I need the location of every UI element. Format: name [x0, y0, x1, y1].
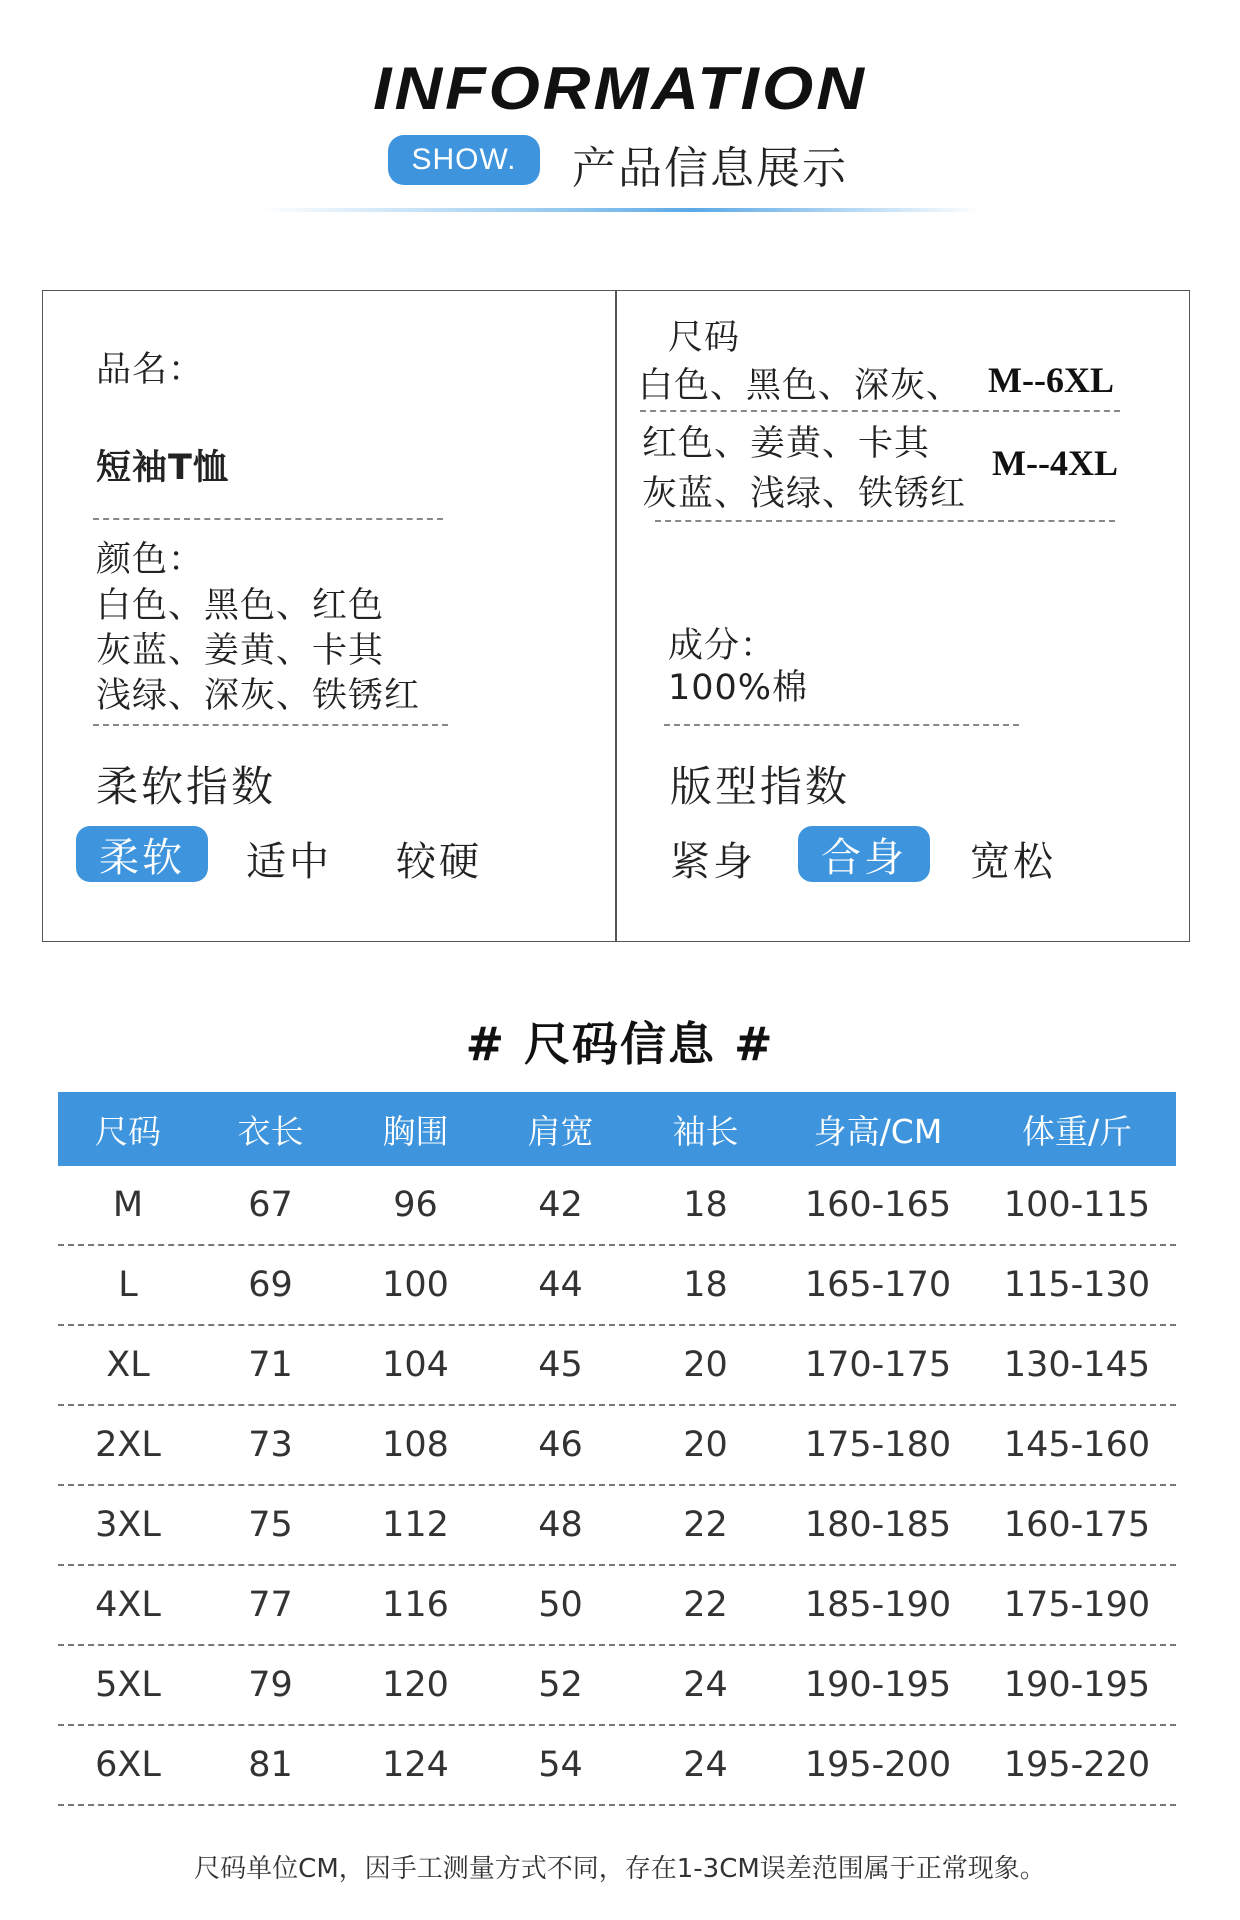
table-cell: XL	[106, 1345, 150, 1385]
table-cell: 108	[382, 1425, 449, 1465]
table-cell: 73	[248, 1425, 293, 1465]
table-cell: 116	[382, 1585, 449, 1625]
table-row	[58, 1566, 1176, 1646]
table-row	[58, 1726, 1176, 1806]
table-cell: M	[112, 1185, 144, 1225]
table-cell: 175-180	[804, 1425, 952, 1465]
product-name-label: 品名：	[96, 350, 205, 390]
table-cell: 115-130	[1003, 1265, 1151, 1305]
size-label: 尺码	[668, 318, 741, 358]
table-cell: L	[118, 1265, 138, 1305]
table-cell: 79	[248, 1665, 293, 1705]
table-cell: 112	[382, 1505, 449, 1545]
table-cell: 20	[683, 1345, 728, 1385]
table-cell: 104	[382, 1345, 449, 1385]
table-cell: 6XL	[95, 1745, 161, 1785]
table-cell: 77	[248, 1585, 293, 1625]
table-cell: 81	[248, 1745, 293, 1785]
table-cell: 4XL	[95, 1585, 161, 1625]
table-cell: 18	[683, 1265, 728, 1305]
size-table-header	[58, 1092, 1176, 1166]
table-cell: 22	[683, 1505, 728, 1545]
table-cell: 100-115	[1003, 1185, 1151, 1225]
size-group1-colors: 白色、黑色、深灰、	[638, 366, 963, 406]
column-header-shoulder: 肩宽	[527, 1111, 594, 1151]
fit-label: 版型指数	[670, 762, 851, 811]
column-header-height: 身高/CM	[813, 1111, 943, 1151]
table-cell: 195-200	[804, 1745, 952, 1785]
table-cell: 124	[382, 1745, 449, 1785]
table-cell: 71	[248, 1345, 293, 1385]
table-cell: 20	[683, 1425, 728, 1465]
table-cell: 2XL	[95, 1425, 161, 1465]
softness-option: 适中	[246, 839, 332, 885]
table-row	[58, 1326, 1176, 1406]
table-cell: 195-220	[1003, 1745, 1151, 1785]
table-cell: 145-160	[1003, 1425, 1151, 1465]
table-cell: 48	[538, 1505, 583, 1545]
table-cell: 54	[538, 1745, 583, 1785]
table-row	[58, 1246, 1176, 1326]
size-info-title: # 尺码信息 #	[465, 1017, 775, 1071]
dashed-divider	[655, 520, 1115, 522]
table-cell: 24	[683, 1665, 728, 1705]
color-line: 白色、黑色、红色	[96, 586, 385, 626]
info-box-divider	[615, 290, 617, 942]
column-header-length: 衣长	[237, 1111, 304, 1151]
table-cell: 46	[538, 1425, 583, 1465]
table-cell: 67	[248, 1185, 293, 1225]
column-header-chest: 胸围	[382, 1111, 449, 1151]
size-group2-colors-line1: 红色、姜黄、卡其	[642, 424, 931, 464]
material-value: 100%棉	[668, 668, 809, 708]
table-cell: 120	[382, 1665, 449, 1705]
size-group1-range: M--6XL	[988, 360, 1114, 400]
product-name-value: 短袖T恤	[96, 448, 229, 488]
table-cell: 130-145	[1003, 1345, 1151, 1385]
color-label: 颜色：	[96, 540, 205, 580]
table-cell: 44	[538, 1265, 583, 1305]
table-row	[58, 1486, 1176, 1566]
information-title: INFORMATION	[373, 53, 867, 123]
size-group2-colors-line2: 灰蓝、浅绿、铁锈红	[642, 474, 967, 514]
fit-option: 紧身	[670, 839, 756, 885]
dashed-divider	[93, 518, 443, 520]
table-row	[58, 1166, 1176, 1246]
table-cell: 42	[538, 1185, 583, 1225]
table-cell: 5XL	[95, 1665, 161, 1705]
color-line: 浅绿、深灰、铁锈红	[96, 676, 421, 716]
softness-option: 较硬	[396, 839, 482, 885]
table-cell: 190-195	[804, 1665, 952, 1705]
show-badge: SHOW.	[388, 135, 540, 185]
softness-option-selected: 柔软	[76, 826, 208, 882]
softness-label: 柔软指数	[96, 762, 277, 811]
table-row	[58, 1646, 1176, 1726]
dashed-divider	[640, 410, 1120, 412]
table-cell: 18	[683, 1185, 728, 1225]
column-header-weight: 体重/斤	[1021, 1111, 1133, 1151]
color-line: 灰蓝、姜黄、卡其	[96, 631, 385, 671]
table-cell: 96	[393, 1185, 438, 1225]
table-cell: 190-195	[1003, 1665, 1151, 1705]
table-cell: 175-190	[1003, 1585, 1151, 1625]
table-cell: 75	[248, 1505, 293, 1545]
table-cell: 160-165	[804, 1185, 952, 1225]
table-cell: 170-175	[804, 1345, 952, 1385]
fit-option-selected: 合身	[798, 826, 930, 882]
table-cell: 3XL	[95, 1505, 161, 1545]
header-divider	[260, 208, 980, 212]
table-cell: 180-185	[804, 1505, 952, 1545]
table-cell: 52	[538, 1665, 583, 1705]
column-header-sleeve: 袖长	[672, 1111, 739, 1151]
table-cell: 69	[248, 1265, 293, 1305]
dashed-divider	[664, 724, 1019, 726]
table-cell: 22	[683, 1585, 728, 1625]
table-cell: 165-170	[804, 1265, 952, 1305]
table-cell: 185-190	[804, 1585, 952, 1625]
product-info-subtitle: 产品信息展示	[572, 143, 848, 194]
table-cell: 24	[683, 1745, 728, 1785]
material-label: 成分：	[668, 626, 777, 666]
dashed-divider	[93, 724, 448, 726]
fit-option: 宽松	[970, 839, 1056, 885]
size-group2-range: M--4XL	[992, 443, 1118, 483]
table-cell: 45	[538, 1345, 583, 1385]
table-row	[58, 1406, 1176, 1486]
size-footnote: 尺码单位CM，因手工测量方式不同，存在1-3CM误差范围属于正常现象。	[194, 1854, 1046, 1884]
table-cell: 160-175	[1003, 1505, 1151, 1545]
column-header-size: 尺码	[95, 1111, 161, 1151]
table-cell: 100	[382, 1265, 449, 1305]
table-cell: 50	[538, 1585, 583, 1625]
